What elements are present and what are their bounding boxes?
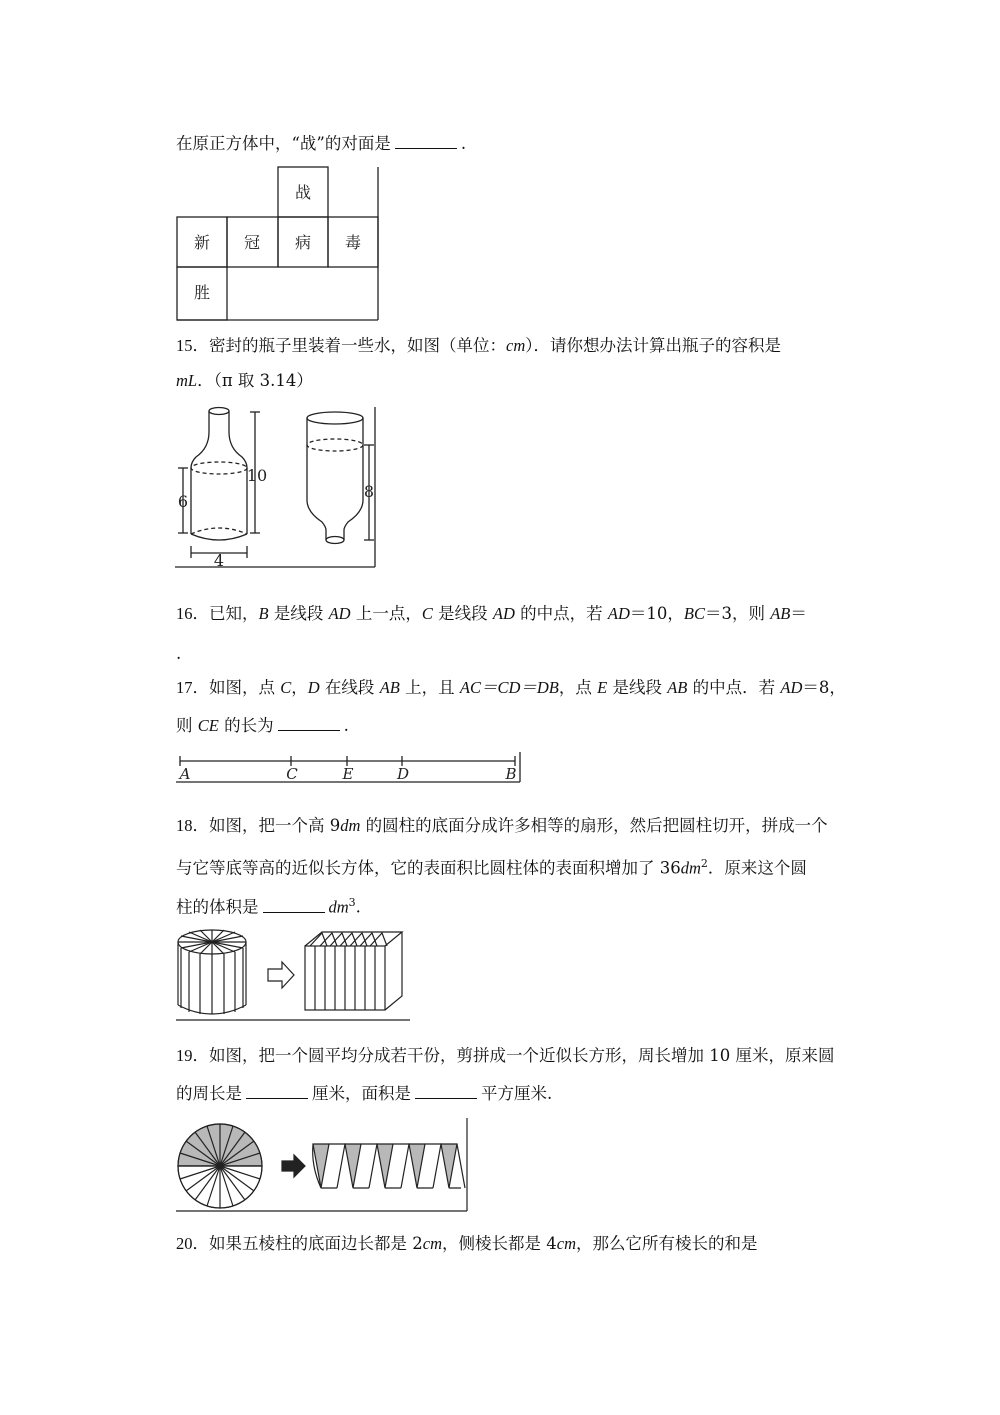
q20-number: 20 [176, 1234, 193, 1253]
point-label-b: B [505, 765, 517, 783]
transform-arrow-solid [282, 1155, 305, 1177]
q14-text: 在原正方体中，“战”的对面是 [176, 134, 391, 153]
q17-line-1: 17．如图，点 C，D 在线段 AB 上，且 AC＝CD＝DB，点 E 是线段 AB 的中点．若 AD＝8， [176, 678, 846, 697]
dim-10-label: 10 [246, 466, 268, 485]
q19-line-2: 的周长是 厘米，面积是 平方厘米. [176, 1084, 553, 1103]
dim-8-label: 8 [363, 482, 375, 501]
q17-number: 17 [176, 678, 193, 697]
q18-number: 18 [176, 816, 193, 835]
dim-6-label: 6 [177, 492, 189, 511]
net-label-sheng: 胜 [193, 283, 211, 302]
net-label-bing: 病 [294, 233, 312, 252]
net-label-zhan: 战 [294, 183, 312, 202]
q16-line-1: 16．已知，B 是线段 AD 上一点，C 是线段 AD 的中点，若 AD＝10，BC＝3，则 AB＝ [176, 604, 807, 623]
q14-line: 在原正方体中，“战”的对面是 . [176, 134, 467, 153]
point-label-d: D [396, 765, 410, 783]
q19-number: 19 [176, 1046, 193, 1065]
q15-line-1: 15．密封的瓶子里装着一些水，如图（单位：cm）．请你想办法计算出瓶子的容积是 [176, 336, 781, 355]
q19-line-1: 19．如图，把一个圆平均分成若干份，剪拼成一个近似长方形，周长增加 10 厘米，原来圆 [176, 1046, 835, 1065]
q18-line-1: 18．如图，把一个高 9dm 的圆柱的底面分成许多相等的扇形，然后把圆柱切开，拼成一个 [176, 816, 828, 835]
point-label-c: C [286, 765, 298, 783]
dim-4-label: 4 [213, 551, 225, 570]
q15-line-2: mL．（π 取 3.14） [176, 371, 313, 390]
q17-line-2: 则 CE 的长为 . [176, 716, 349, 735]
q20-line-1: 20．如果五棱柱的底面边长都是 2cm，侧棱长都是 4cm，那么它所有棱长的和是 [176, 1234, 758, 1253]
net-label-du: 毒 [344, 233, 362, 252]
point-label-e: E [342, 765, 354, 783]
q15-number: 15 [176, 336, 193, 355]
net-label-guan: 冠 [243, 233, 261, 252]
net-label-xin: 新 [193, 233, 211, 252]
q18-line-3: 柱的体积是 $dm^3$. [176, 896, 361, 917]
parallelogram-rectangle [313, 1144, 465, 1188]
q18-line-2: 与它等底等高的近似长方体，它的表面积比圆柱体的表面积增加了 $36dm^2$．原来这个圆 [176, 857, 807, 878]
q16-number: 16 [176, 604, 193, 623]
circle-center [218, 1164, 223, 1169]
point-label-a: A [179, 765, 191, 783]
q16-line-2: . [176, 644, 182, 663]
q15-unit-ml: mL [176, 371, 198, 390]
